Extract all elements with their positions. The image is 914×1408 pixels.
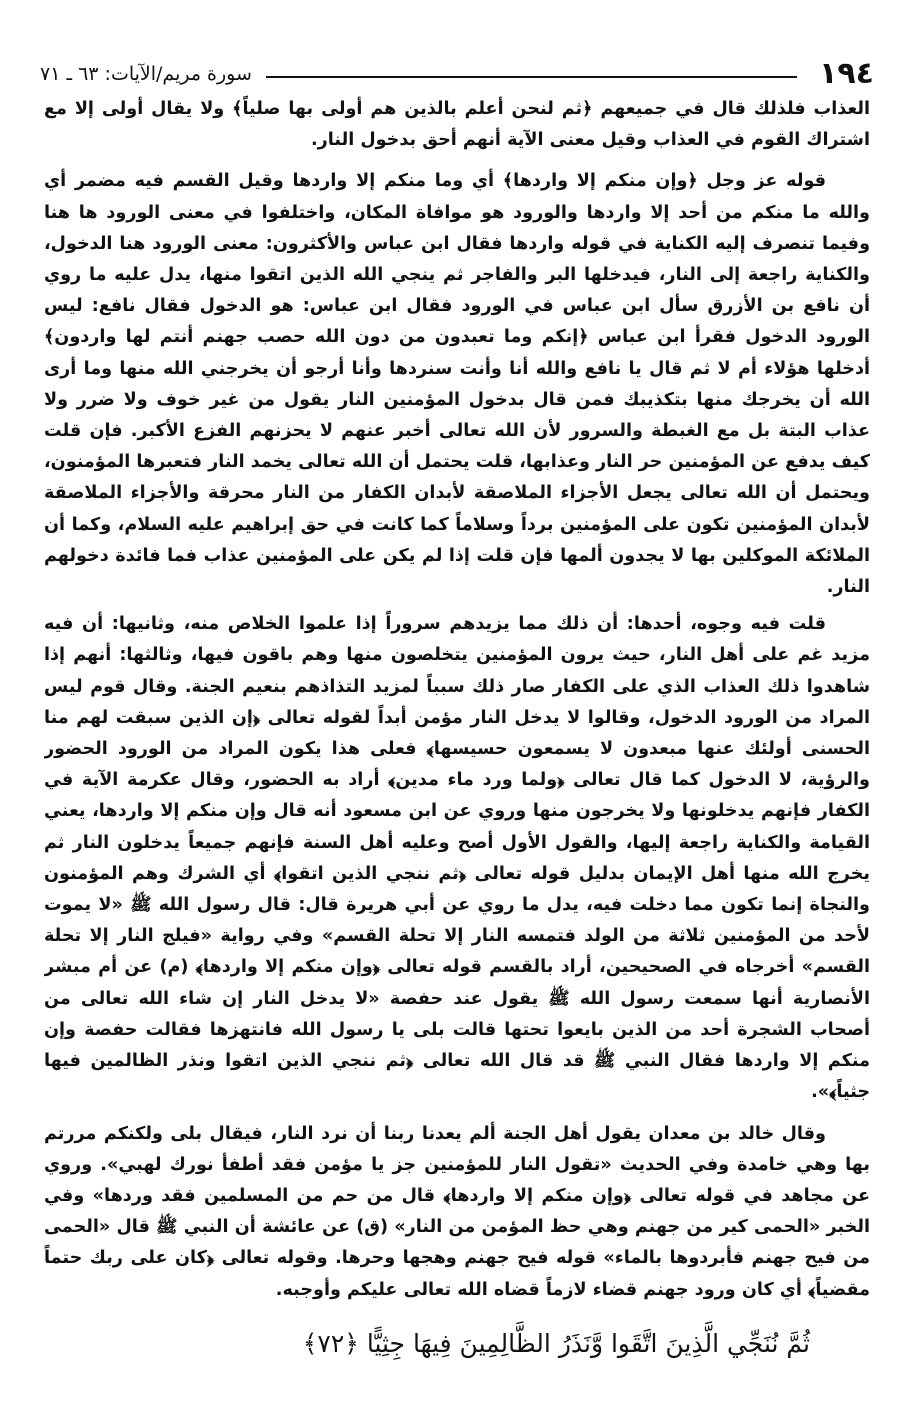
paragraph-1: العذاب فلذلك قال في جميعهم ﴿ثم لنحن أعلم بالذين هم أولى بها صلياً﴾ ولا يقال أولى إلا مع اشتراك القوم في العذاب وقيل معنى الآية أنهم أحق بدخول النار. bbox=[44, 99, 870, 151]
header-rule bbox=[266, 76, 797, 78]
running-title: سورة مريم/الآيات: ٦٣ ـ ٧١ bbox=[40, 63, 252, 85]
paragraph-4: وقال خالد بن معدان يقول أهل الجنة ألم يعدنا ربنا أن نرد النار، فيقال بلى ولكنكم مررتم بها وهي خامدة وفي الحديث «تقول النار للمؤمنين جز يا مؤمن فقد أطفأ نورك لهبي». وروي عن مجاهد في قوله تعالى ﴿وإن منكم إلا واردها﴾ قال من حم من المسلمين فقد وردها» وفي الخبر «الحمى كير من جهنم وهي حظ المؤمن من النار» (ق) عن عائشة أن النبي ﷺ قال «الحمى من فيح جهنم فأبردوها بالماء» قوله فيح جهنم وهجها وحرها. وقوله تعالى ﴿كان على ربك حتماً مقضياً﴾ أي كان ورود جهنم قضاء لازماً قضاه الله تعالى عليكم وأوجبه. bbox=[44, 1123, 870, 1300]
page-body bbox=[44, 94, 870, 1384]
paragraph-2: قوله عز وجل ﴿وإن منكم إلا واردها﴾ أي وما منكم إلا واردها وقيل القسم فيه مضمر أي والله ما منكم من أحد إلا واردها والورود هو موافاة المكان، واختلفوا في معنى الورود ها هنا وفيما تنصرف إليه الكناية في قوله واردها فقال ابن عباس والأكثرون: معنى الورود هنا الدخول، والكناية راجعة إلى النار، فيدخلها البر والفاجر ثم ينجي الله الذين اتقوا منها، يدل عليه ما روي أن نافع بن الأزرق سأل ابن عباس في الورود فقال ابن عباس: هو الدخول فقال نافع: ليس الورود الدخول فقرأ ابن عباس ﴿إنكم وما تعبدون من دون الله حصب جهنم أنتم لها واردون﴾ أدخلها هؤلاء أم لا ثم قال يا نافع والله أنا وأنت سنردها وأنا أرجو أن يخرجني الله منها وما أرى الله أن يخرجك منها بتكذيبك فمن قال بدخول المؤمنين النار يقول من غير خوف ولا ضرر ولا عذاب البتة بل مع الغبطة والسرور لأن الله تعالى أخبر عنهم لا يحزنهم الفزع الأكبر. فإن قلت كيف يدفع عن المؤمنين حر النار وعذابها، قلت يحتمل أن الله تعالى يخمد النار فتعبرها المؤمنون، ويحتمل أن الله تعالى يجعل الأجزاء الملاصقة لأبدان الكفار من النار محرقة والأجزاء الملاصقة لأبدان المؤمنين تكون على المؤمنين برداً وسلاماً كما كانت في حق إبراهيم عليه السلام، وكما أن الملائكة الموكلين بها لا يجدون ألمها فإن قلت إذا لم يكن على المؤمنين عذاب فما فائدة دخولهم النار. bbox=[44, 171, 870, 598]
paragraph-3: قلت فيه وجوه، أحدها: أن ذلك مما يزيدهم سروراً إذا علموا الخلاص منه، وثانيها: أن فيه مزيد غم على أهل النار، حيث يرون المؤمنين يتخلصون منها وهم باقون فيها، وثالثها: أنهم إذا شاهدوا ذلك العذاب الذي على الكفار صار ذلك سبباً لمزيد التذاذهم بنعيم الجنة. وقال قوم ليس المراد من الورود الدخول، وقالوا لا يدخل النار مؤمن أبداً لقوله تعالى ﴿إن الذين سبقت لهم منا الحسنى أولئك عنها مبعدون لا يسمعون حسيسها﴾ فعلى هذا يكون المراد من الورود الحضور والرؤية، لا الدخول كما قال تعالى ﴿ولما ورد ماء مدين﴾ أراد به الحضور، وقال عكرمة الآية في الكفار فإنهم يدخلونها ولا يخرجون منها وروي عن ابن مسعود أنه قال وإن منكم إلا واردها، يعني القيامة والكناية راجعة إليها، والقول الأول أصح وعليه أهل السنة فإنهم جميعاً يدخلون النار ثم يخرج الله منها أهل الإيمان بدليل قوله تعالى ﴿ثم ننجي الذين اتقوا﴾ أي الشرك وهم المؤمنون والنجاة إنما تكون مما دخلت فيه، يدل ما روي عن أبي هريرة قال: قال رسول الله ﷺ «لا يموت لأحد من المؤمنين ثلاثة من الولد فتمسه النار إلا تحلة القسم» وفي رواية «فيلج النار إلا تحلة القسم» أخرجاه في الصحيحين، أراد بالقسم قوله تعالى ﴿وإن منكم إلا واردها﴾ (م) عن أم مبشر الأنصارية أنها سمعت رسول الله ﷺ يقول عند حفصة «لا يدخل النار إن شاء الله تعالى من أصحاب الشجرة أحد من الذين بايعوا تحتها قالت بلى يا رسول الله فانتهزها فقالت حفصة وإن منكم إلا واردها فقال النبي ﷺ قد قال الله تعالى ﴿ثم ننجي الذين اتقوا ونذر الظالمين فيها جثياً﴾». bbox=[44, 614, 870, 1103]
quran-verse: ثُمَّ نُنَجِّي الَّذِينَ اتَّقَوا وَّنَذَرُ الظَّالِمِينَ فِيهَا جِثِيًّا ﴿٧٢﴾ bbox=[302, 1328, 810, 1358]
page-header bbox=[40, 54, 874, 94]
page-number: ١٩٤ bbox=[819, 56, 874, 91]
